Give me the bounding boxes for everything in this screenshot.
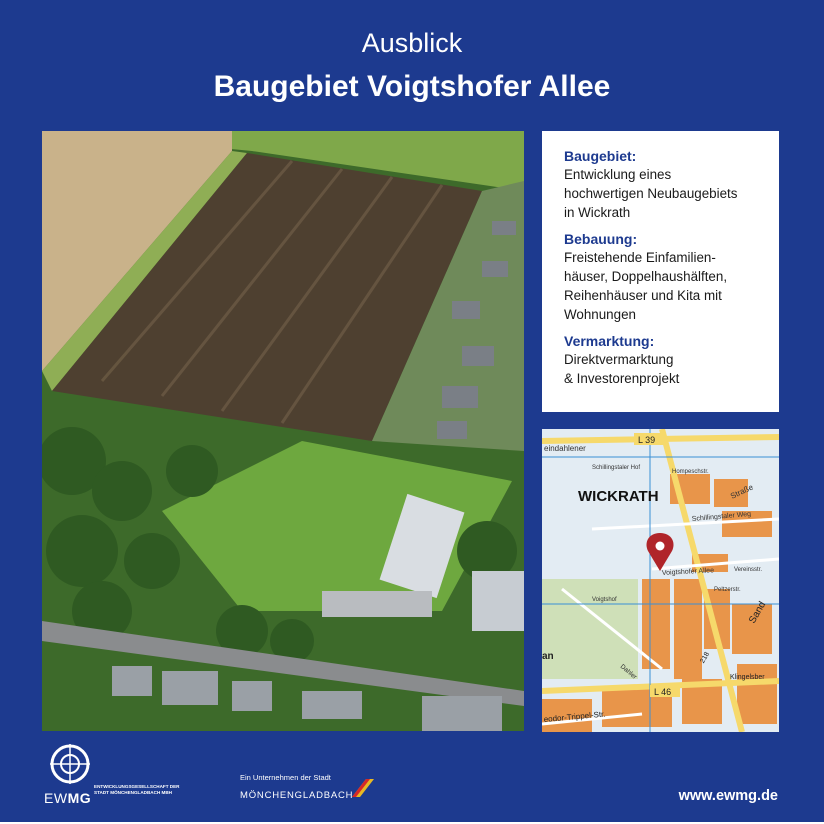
aerial-photo bbox=[42, 131, 524, 731]
website-link[interactable]: www.ewmg.de bbox=[678, 788, 778, 804]
map-label-dahler: Dahler bbox=[618, 663, 638, 681]
map-district-label: WICKRATH bbox=[578, 488, 659, 505]
map-road-218: 218 bbox=[699, 650, 712, 665]
page-subtitle: Ausblick bbox=[361, 28, 463, 58]
ewmg-wordmark-light: EW bbox=[44, 790, 68, 806]
city-name: MÖNCHENGLADBACH bbox=[240, 790, 354, 801]
info-heading-bebauung: Bebauung: bbox=[564, 231, 638, 247]
map-road-l46: L 46 bbox=[654, 687, 672, 697]
info-heading-vermarktung: Vermarktung: bbox=[564, 333, 655, 349]
city-tagline: Ein Unternehmen der Stadt bbox=[240, 773, 331, 782]
ewmg-logo bbox=[44, 744, 244, 814]
map-label-peltzerstr: Peltzerstr. bbox=[714, 587, 741, 593]
map-label-voigtshofer-allee: Voigtshofer Allee bbox=[661, 567, 715, 577]
map-label-edge: an bbox=[542, 651, 554, 662]
map-label-strasse: Straße bbox=[729, 482, 755, 501]
location-map bbox=[542, 429, 779, 732]
ewmg-subtitle: ENTWICKLUNGSGESELLSCHAFT DER STADT MÖNCHENGLADBACH MBH bbox=[94, 784, 180, 795]
map-label-schillingstaler-weg: Schillingstaler Weg bbox=[691, 510, 752, 523]
map-label-eindahlener: eindahlener bbox=[544, 444, 586, 453]
ewmg-wordmark bbox=[44, 790, 91, 806]
info-text-vermarktung: Direktvermarktung & Investorenprojekt bbox=[564, 352, 680, 386]
map-label-voigtshof: Voigtshof bbox=[592, 597, 617, 603]
info-text-bebauung: Freistehende Einfamilien- häuser, Doppelhaushälften, Reihenhäuser und Kita mit Wohnungen bbox=[564, 250, 728, 322]
ewmg-wordmark-bold: MG bbox=[67, 790, 92, 806]
map-label-vereinsstr: Vereinsstr. bbox=[734, 567, 763, 573]
map-label-schillingstaler-hof: Schillingstaler Hof bbox=[592, 465, 641, 471]
map-label-klingelsberg: Klingelsber bbox=[730, 674, 765, 681]
map-label-hompeschstr: Hompeschstr. bbox=[672, 469, 709, 475]
map-label-sand: Sand bbox=[747, 599, 769, 626]
map-road-l39: L 39 bbox=[638, 435, 656, 445]
info-box bbox=[542, 131, 779, 412]
city-logo bbox=[240, 773, 380, 813]
page-title: Baugebiet Voigtshofer Allee bbox=[213, 70, 611, 103]
ewmg-emblem-icon bbox=[50, 744, 90, 784]
info-heading-baugebiet: Baugebiet: bbox=[564, 148, 637, 164]
city-flag-icon bbox=[350, 777, 376, 799]
map-label-theodor-trippel: eodor-Trippel-Str. bbox=[543, 709, 606, 724]
info-text-baugebiet: Entwicklung eines hochwertigen Neubaugebiets in Wickrath bbox=[564, 167, 738, 220]
